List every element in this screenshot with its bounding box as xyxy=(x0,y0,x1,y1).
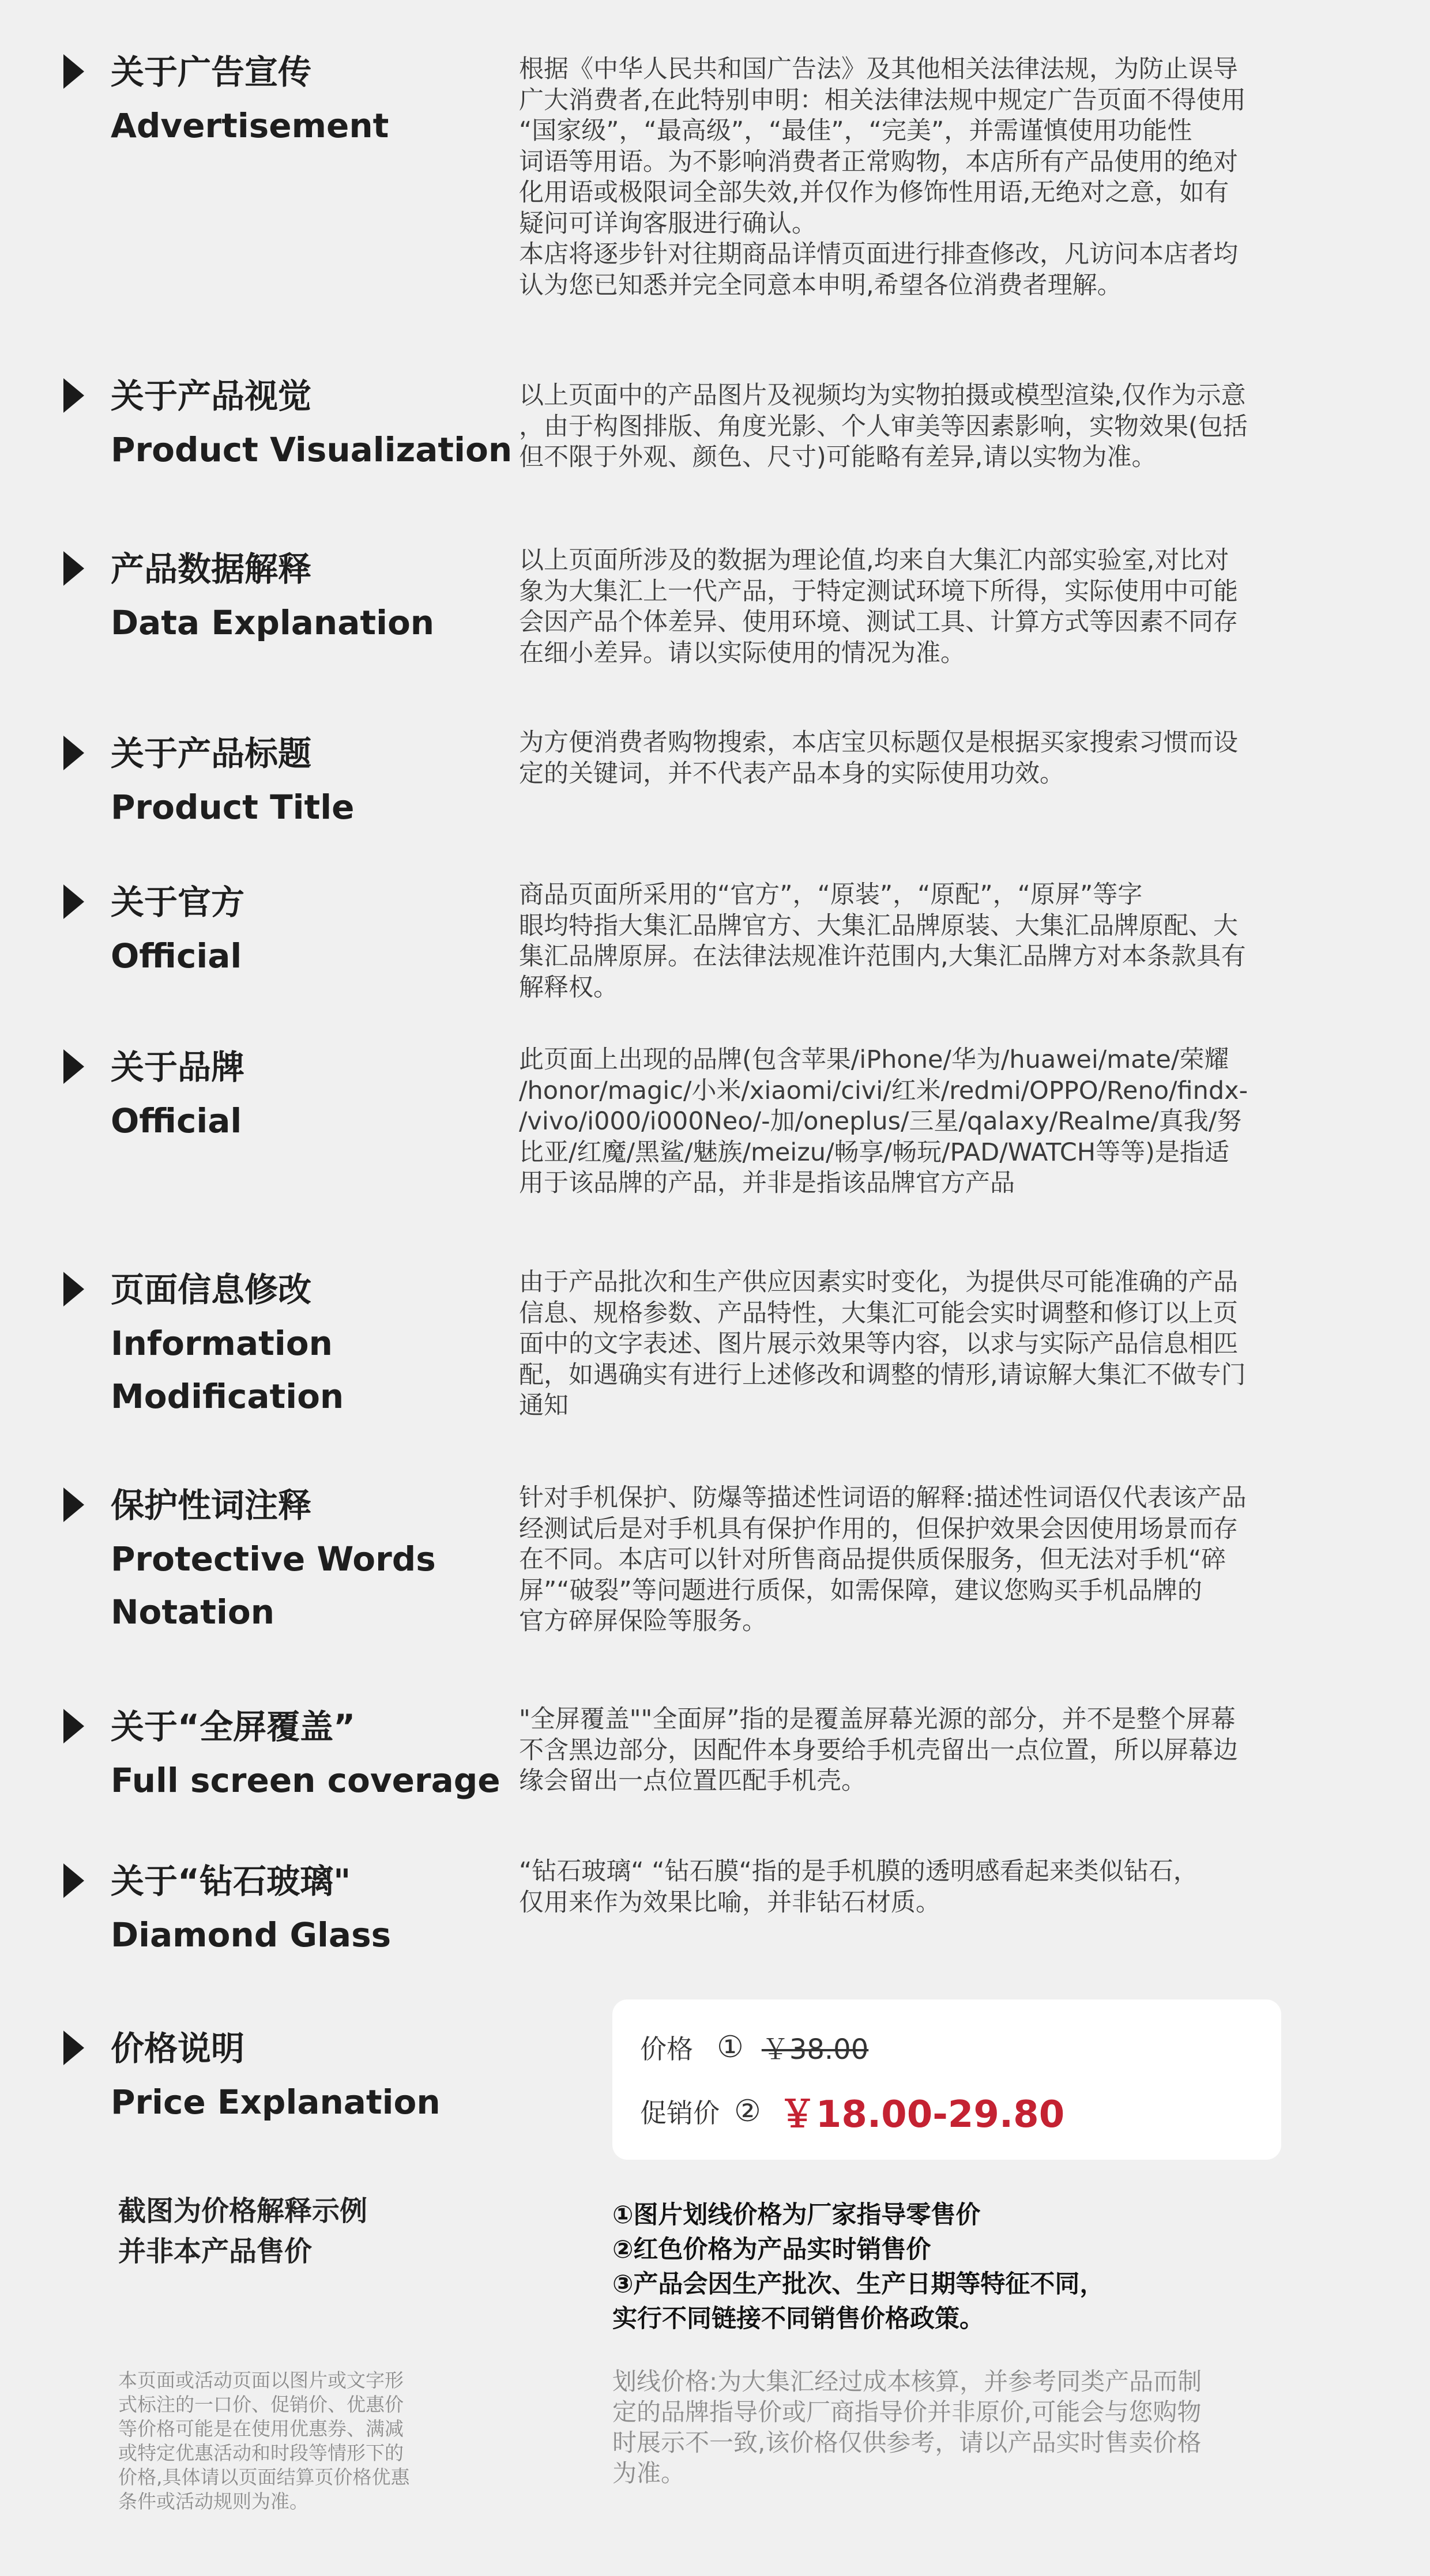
section-body: 以上页面中的产品图片及视频均为实物拍摄或模型渲染,仅作为示意 ，由于构图排版、角度光影、个人审美等因素影响，实物效果(包括 但不限于外观、颜色、尺寸)可能略有差异,请以实物为准。 xyxy=(519,381,1248,472)
section-title-cn: 产品数据解释 xyxy=(111,549,312,589)
sale-price-value: ￥18.00-29.80 xyxy=(778,2093,1065,2136)
section-body: 针对手机保护、防爆等描述性词语的解释:描述性词语仅代表该产品 经测试后是对手机具有保护作用的，但保护效果会因使用场景而存 在不同。本店可以针对所售商品提供质保服务，但无法对手机“碎 屏”“破裂”等问题进行质保，如需保障，建议您购买手机品牌的 官方碎屏保险等服务。 xyxy=(519,1483,1247,1636)
section-body: “钻石玻璃“ “钻石膜“指的是手机膜的透明感看起来类似钻石， 仅用来作为效果比喻，并非钻石材质。 xyxy=(519,1857,1198,1917)
section-body: 根据《中华人民共和国广告法》及其他相关法律法规，为防止误导 广大消费者,在此特别申明：相关法律法规中规定广告页面不得使用 “国家级”，“最高级”，“最佳”，“完美”，并需谨慎使用功能性 词语等用语。为不影响消费者正常购物，本店所有产品使用的绝对 化用语或极限词全部失效,并仅作为修饰性用语,无绝对之意，如有 疑问可详询客服进行确认。 本店将逐步针对往期商品详情页面进行排查修改，凡访问本店者均 认为您已知悉并完全同意本申明,希望各位消费者理解。 xyxy=(519,55,1246,300)
section-title-en: Official xyxy=(111,1101,242,1140)
section-title-en: Data Explanation xyxy=(111,603,435,642)
section-title-en: Product Visualization xyxy=(111,430,513,469)
section-title-en: Protective Words Notation xyxy=(111,1539,436,1632)
sale-price-row xyxy=(640,2085,1064,2138)
sale-price-label: 促销价 xyxy=(640,2097,720,2129)
section-title-en: Information Modification xyxy=(111,1324,344,1416)
section-title-en: Diamond Glass xyxy=(111,1915,392,1954)
triangle-bullet-icon xyxy=(63,1049,84,1084)
marker-2: ② xyxy=(734,2094,761,2129)
section-title-cn: 保护性词注释 xyxy=(111,1486,312,1525)
section-title-en: Full screen coverage xyxy=(111,1761,501,1800)
section-title-cn: 关于产品视觉 xyxy=(111,376,312,416)
price-notes: ①图片划线价格为厂家指导零售价 ②红色价格为产品实时销售价 ③产品会因生产批次、生产日期等特征不同， 实行不同链接不同销售价格政策。 xyxy=(612,2201,1105,2333)
triangle-bullet-icon xyxy=(63,1272,84,1306)
section-title-cn: 关于“全屏覆盖” xyxy=(111,1707,356,1746)
section-title-en: Price Explanation xyxy=(111,2082,441,2122)
section-title-en: Official xyxy=(111,936,242,976)
triangle-bullet-icon xyxy=(63,736,84,770)
original-price-row xyxy=(640,2027,868,2067)
section-title-cn: 关于广告宣传 xyxy=(111,52,312,92)
section-title-en: Product Title xyxy=(111,788,355,827)
section-title-cn: 价格说明 xyxy=(111,2029,245,2068)
section-body: 此页面上出现的品牌(包含苹果/iPhone/华为/huawei/mate/荣耀 /honor/magic/小米/xiaomi/civi/红米/redmi/OPPO/Reno/findx- /vivo/i000/i000Neo/-加/oneplus/三星/qalaxy/Realme/真我/努 比亚/红魔/黑鲨/魅族/meizu/畅享/畅玩/PAD/WATCH等等)是指适 用于该品牌的产品，并非是指该品牌官方产品 xyxy=(519,1045,1248,1197)
section-body: 为方便消费者购物搜索，本店宝贝标题仅是根据买家搜索习惯而设 定的关键词，并不代表产品本身的实际使用功效。 xyxy=(519,728,1238,788)
section-title-cn: 关于品牌 xyxy=(111,1048,245,1087)
original-price-value: ￥38.00 xyxy=(761,2033,869,2066)
section-body: 商品页面所采用的“官方”，“原装”，“原配”，“原屏”等字 眼均特指大集汇品牌官方、大集汇品牌原装、大集汇品牌原配、大 集汇品牌原屏。在法律法规准许范围内,大集汇品牌方对本条款具有 解释权。 xyxy=(519,880,1246,1002)
section-title-cn: 关于产品标题 xyxy=(111,734,312,773)
section-title-en: Advertisement xyxy=(111,106,389,145)
triangle-bullet-icon xyxy=(63,54,84,89)
original-price-label: 价格 xyxy=(640,2033,693,2065)
triangle-bullet-icon xyxy=(63,551,84,586)
triangle-bullet-icon xyxy=(63,378,84,413)
section-title-cn: 关于“钻石玻璃" xyxy=(111,1862,351,1901)
triangle-bullet-icon xyxy=(63,1709,84,1743)
section-title-cn: 关于官方 xyxy=(111,883,245,922)
triangle-bullet-icon xyxy=(63,1487,84,1522)
section-body: 以上页面所涉及的数据为理论值,均来自大集汇内部实验室,对比对 象为大集汇上一代产品，于特定测试环境下所得，实际使用中可能 会因产品个体差异、使用环境、测试工具、计算方式等因素不同存 在细小差异。请以实际使用的情况为准。 xyxy=(519,546,1238,668)
footer-disclaimer-right: 划线价格:为大集汇经过成本核算，并参考同类产品而制 定的品牌指导价或厂商指导价并非原价,可能会与您购物 时展示不一致,该价格仅供参考，请以产品实时售卖价格 为准。 xyxy=(612,2367,1202,2487)
section-body: "全屏覆盖""全面屏”指的是覆盖屏幕光源的部分，并不是整个屏幕 不含黑边部分，因配件本身要给手机壳留出一点位置，所以屏幕边 缘会留出一点位置匹配手机壳。 xyxy=(519,1705,1238,1795)
triangle-bullet-icon xyxy=(63,884,84,919)
section-title-cn: 页面信息修改 xyxy=(111,1270,312,1309)
footer-disclaimer-left: 本页面或活动页面以图片或文字形 式标注的一口价、促销价、优惠价 等价格可能是在使用优惠券、满减 或特定优惠活动和时段等情形下的 价格,具体请以页面结算页价格优惠 条件或活动规则为准。 xyxy=(118,2369,410,2513)
example-note: 截图为价格解释示例 并非本产品售价 xyxy=(118,2195,368,2268)
price-example-card xyxy=(612,1999,1281,2160)
section-body: 由于产品批次和生产供应因素实时变化，为提供尽可能准确的产品 信息、规格参数、产品特性，大集汇可能会实时调整和修订以上页 面中的文字表述、图片展示效果等内容，以求与实际产品信息相匹 配，如遇确实有进行上述修改和调整的情形,请谅解大集汇不做专门 通知 xyxy=(519,1268,1246,1420)
triangle-bullet-icon xyxy=(63,2031,84,2065)
triangle-bullet-icon xyxy=(63,1863,84,1898)
marker-1: ① xyxy=(717,2029,744,2065)
